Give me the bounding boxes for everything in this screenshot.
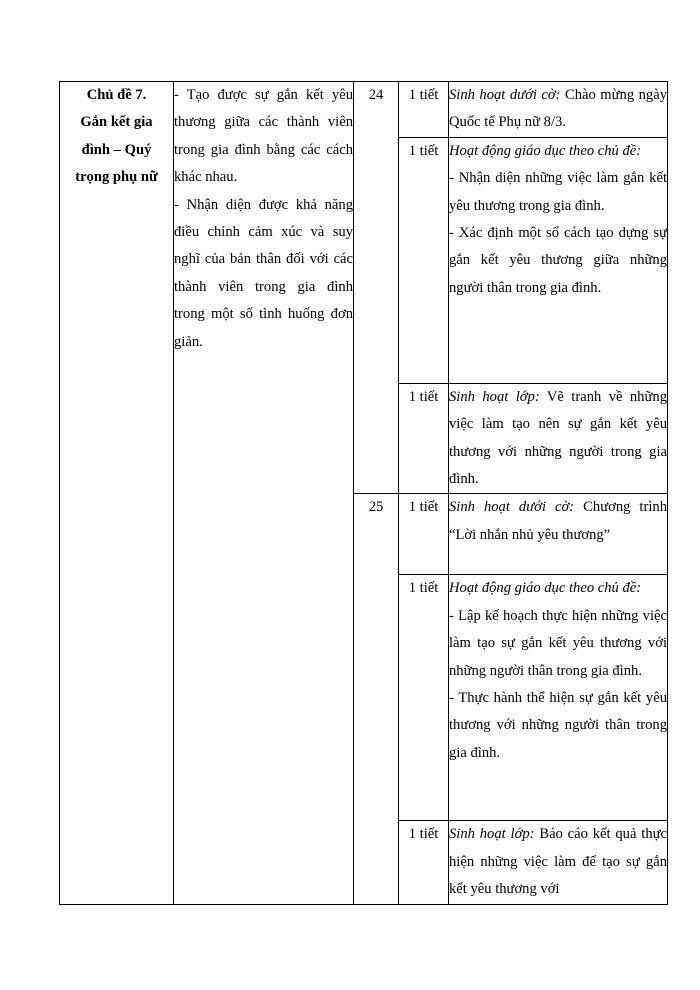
activity-cell [449,494,668,575]
week-cell: 25 [354,494,399,904]
duration-cell: 1 tiết [399,82,449,138]
goals-cell [174,82,354,905]
duration-cell: 1 tiết [399,137,449,383]
activity-cell [449,575,668,821]
duration-cell: 1 tiết [399,821,449,904]
topic-line-2: Gắn kết gia [80,114,153,131]
activity-item: - Lập kế hoạch thực hiện những việc làm tạo sự gắn kết yêu thương với những người thân trong gia đình. [449,607,667,679]
activity-text: Báo cáo kết quả thực hiện những việc làm để tạo sự gắn kết yêu thương với [449,826,667,898]
activity-title: Hoạt động giáo dục theo chủ đề: [449,580,642,597]
duration-cell: 1 tiết [399,575,449,821]
lesson-plan-table [59,81,668,905]
activity-text: Vẽ tranh về những việc làm tạo nên sự gắn kết yêu thương với những người trong gia đình. [449,388,667,488]
activity-cell [449,383,668,494]
week-cell: 24 [354,82,399,494]
topic-line-1: Chủ đề 7. [86,87,147,103]
activity-title: Hoạt động giáo dục theo chủ đề: [449,142,642,159]
topic-line-4: trọng phụ nữ [75,169,158,186]
activity-item: - Thực hành thể hiện sự gắn kết yêu thương với những người thân trong gia đình. [449,690,667,761]
duration-cell: 1 tiết [399,383,449,494]
topic-line-3: đình – Quý [81,141,152,158]
activity-text: Chào mừng ngày Quốc tế Phụ nữ 8/3. [449,87,667,131]
activity-item: - Nhận diện những việc làm gắn kết yêu thương trong gia đình. [449,170,667,214]
duration-cell: 1 tiết [399,494,449,575]
activity-cell [449,82,668,138]
activity-title: Sinh hoạt lớp: [449,388,540,405]
topic-cell [60,82,174,905]
activity-text: Chương trình “Lời nhắn nhủ yêu thương” [449,499,667,543]
activity-title: Sinh hoạt dưới cờ: [449,87,561,103]
activity-item: - Xác định một số cách tạo dựng sự gắn kết yêu thương giữa những người thân trong gia đình. [449,225,667,296]
table-row [60,82,668,138]
activity-title: Sinh hoạt lớp: [449,826,535,843]
activity-cell [449,137,668,383]
goal-item: - Tạo được sự gắn kết yêu thương giữa các thành viên trong gia đình bằng các cách khác nhau. [174,87,353,186]
goal-item: - Nhận diện được khả năng điều chỉnh cảm xúc và suy nghĩ của bản thân đối với các thành viên trong gia đình trong một số tình huống đơn giản. [174,196,353,350]
activity-cell [449,821,668,904]
activity-title: Sinh hoạt dưới cờ: [449,499,575,516]
